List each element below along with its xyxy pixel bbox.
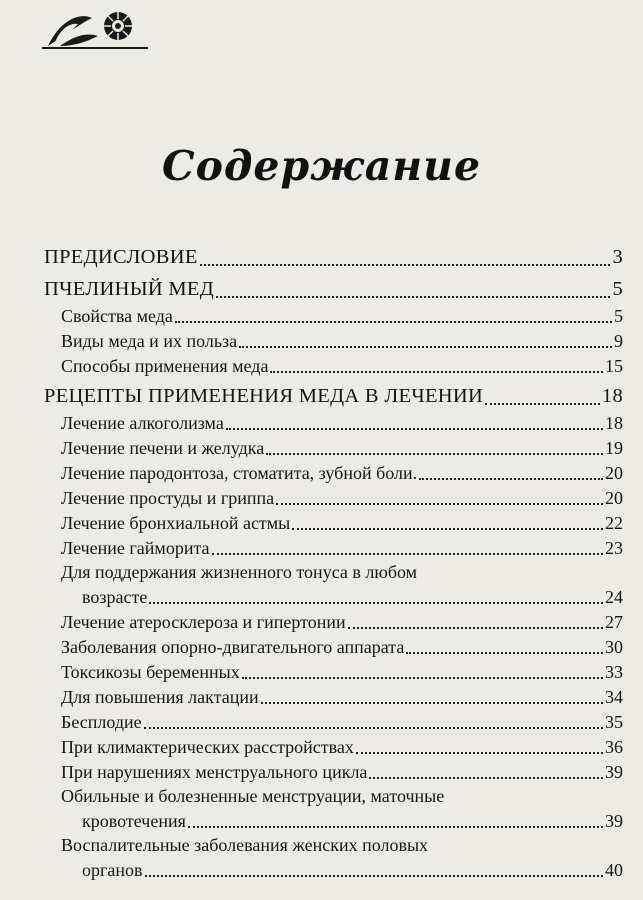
toc-entry-menstrual-cycle [44, 758, 623, 783]
toc-entry-label: Заболевания опорно-двигательного аппарата [61, 637, 405, 657]
toc-entry-label: РЕЦЕПТЫ ПРИМЕНЕНИЯ МЕДА В ЛЕЧЕНИИ [44, 385, 484, 407]
dot-leader [369, 777, 603, 779]
dot-leader [144, 727, 603, 729]
toc-entry-musculoskeletal [44, 633, 623, 658]
toc-entry-label: Лечение пародонтоза, стоматита, зубной боли. [61, 463, 418, 483]
dot-leader [212, 553, 603, 555]
dot-leader [216, 296, 610, 298]
table-of-contents [44, 238, 623, 881]
toc-entry-label: Бесплодие [61, 712, 142, 732]
dot-leader [419, 478, 603, 480]
toc-entry-vitality-line2 [44, 583, 623, 608]
toc-entry-heavy-menstruation-line2 [44, 807, 623, 832]
toc-entry-honey-types [44, 327, 623, 352]
dot-leader [348, 627, 603, 629]
dot-leader [175, 321, 612, 323]
toc-entry-label: Лечение печени и желудка [61, 438, 265, 458]
toc-entry-page: 33 [605, 662, 623, 682]
toc-entry-page: 20 [605, 488, 623, 508]
toc-entry-infertility [44, 708, 623, 733]
floral-ornament-icon [40, 0, 150, 60]
toc-entry-label: При климактерических расстройствах [61, 737, 354, 757]
toc-entry-label: Для повышения лактации [61, 687, 259, 707]
toc-entry-page: 23 [605, 538, 623, 558]
dot-leader [242, 677, 603, 679]
toc-entry-page: 18 [605, 413, 623, 433]
toc-entry-sinusitis [44, 534, 623, 559]
dot-leader [149, 602, 603, 604]
dot-leader [356, 752, 603, 754]
toc-entry-heavy-menstruation-line1 [44, 783, 623, 807]
toc-entry-label: Токсикозы беременных [61, 662, 240, 682]
toc-entry-label: Для поддержания жизненного тонуса в любом [61, 562, 418, 582]
toc-entry-liver-stomach [44, 434, 623, 459]
toc-entry-cold-flu [44, 484, 623, 509]
toc-entry-page: 20 [605, 463, 623, 483]
toc-entry-vitality-line1 [44, 559, 623, 583]
toc-entry-label: Обильные и болезненные менструации, маточные [61, 786, 445, 806]
toc-entry-label-cont: кровотечения [82, 811, 186, 831]
dot-leader [226, 428, 603, 430]
toc-entry-label-cont: органов [82, 860, 143, 880]
toc-entry-page: 19 [605, 438, 623, 458]
toc-entry-bee-honey [44, 270, 623, 302]
dot-leader [292, 528, 603, 530]
toc-entry-page: 40 [605, 860, 623, 880]
toc-entry-page: 18 [601, 385, 623, 407]
toc-entry-asthma [44, 509, 623, 534]
toc-entry-page: 22 [605, 513, 623, 533]
toc-entry-page: 36 [605, 737, 623, 757]
toc-entry-lactation [44, 683, 623, 708]
toc-entry-label: Способы применения меда [61, 356, 269, 376]
toc-entry-label: При нарушениях менструального цикла [61, 762, 368, 782]
toc-entry-atherosclerosis [44, 608, 623, 633]
toc-entry-label: Лечение алкоголизма [61, 413, 224, 433]
toc-entry-periodontosis [44, 459, 623, 484]
toc-entry-page: 3 [612, 246, 623, 268]
toc-entry-inflammatory-line2 [44, 856, 623, 881]
toc-entry-page: 9 [614, 331, 623, 351]
page-title: Содержание [161, 142, 482, 190]
dot-leader [188, 826, 603, 828]
toc-entry-label: ПРЕДИСЛОВИЕ [44, 246, 198, 268]
dot-leader [261, 702, 603, 704]
toc-entry-page: 27 [605, 612, 623, 632]
toc-entry-label: Лечение гайморита [61, 538, 210, 558]
dot-leader [406, 652, 603, 654]
dot-leader [270, 371, 603, 373]
toc-entry-alcoholism [44, 409, 623, 434]
dot-leader [266, 453, 603, 455]
toc-entry-label: Свойства меда [61, 306, 173, 326]
toc-entry-page: 15 [605, 356, 623, 376]
toc-entry-page: 35 [605, 712, 623, 732]
dot-leader [276, 503, 603, 505]
toc-entry-page: 24 [605, 587, 623, 607]
toc-entry-page: 34 [605, 687, 623, 707]
toc-entry-inflammatory-line1 [44, 832, 623, 856]
toc-entry-page: 39 [605, 762, 623, 782]
toc-entry-menopause [44, 733, 623, 758]
toc-entry-preface [44, 238, 623, 270]
toc-entry-recipes [44, 377, 623, 409]
toc-entry-honey-properties [44, 302, 623, 327]
dot-leader [145, 875, 603, 877]
toc-entry-page: 39 [605, 811, 623, 831]
toc-entry-label: Воспалительные заболевания женских половых [61, 835, 429, 855]
toc-entry-label: Лечение атеросклероза и гипертонии [61, 612, 346, 632]
dot-leader [485, 403, 600, 405]
toc-entry-label: ПЧЕЛИНЫЙ МЕД [44, 278, 215, 300]
toc-entry-honey-usage [44, 352, 623, 377]
toc-entry-page: 30 [605, 637, 623, 657]
toc-entry-page: 5 [612, 278, 623, 300]
toc-entry-label: Лечение бронхиальной астмы [61, 513, 291, 533]
dot-leader [239, 346, 612, 348]
toc-entry-page: 5 [614, 306, 623, 326]
toc-entry-label-cont: возрасте [82, 587, 148, 607]
dot-leader [200, 264, 611, 266]
toc-entry-label: Лечение простуды и гриппа [61, 488, 275, 508]
toc-entry-label: Виды меда и их польза [61, 331, 238, 351]
toc-entry-toxicosis [44, 658, 623, 683]
